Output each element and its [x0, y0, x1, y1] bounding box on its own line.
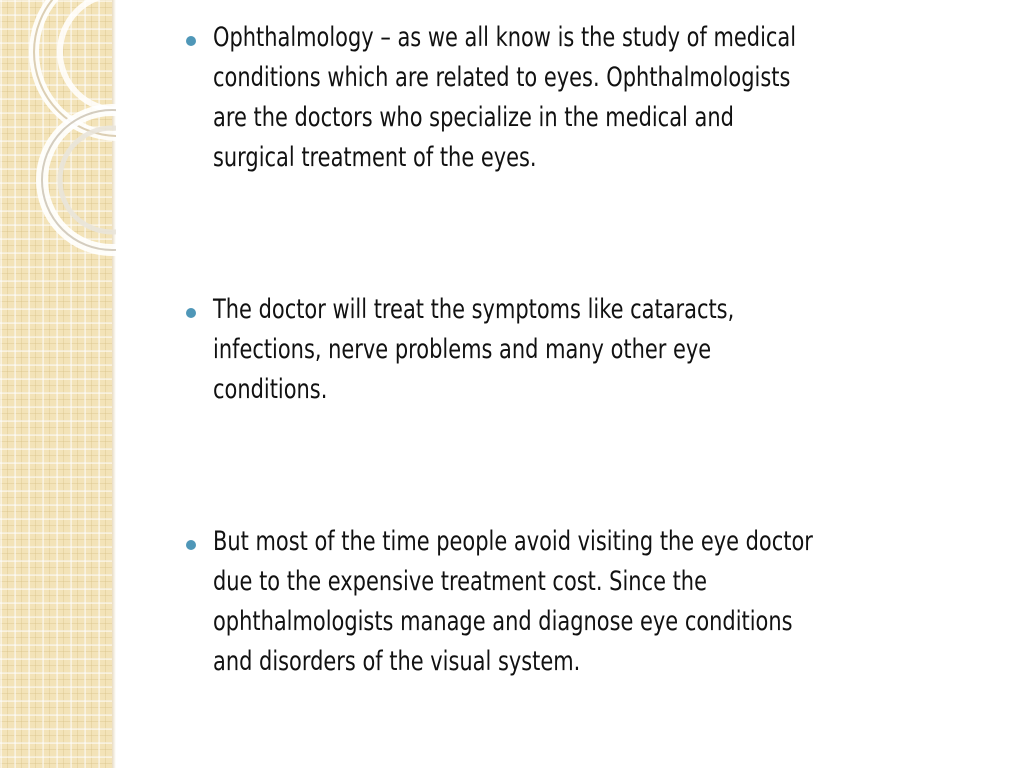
bullet-line: conditions. — [213, 374, 328, 405]
bullet-dot-icon — [186, 308, 196, 318]
bullet-line: Ophthalmology – as we all know is the study of medical — [213, 22, 797, 53]
bullet-line: But most of the time people avoid visiting the eye doctor — [213, 526, 813, 557]
bullet-line: due to the expensive treatment cost. Since the — [213, 566, 707, 597]
bullet-text — [213, 522, 824, 682]
bullet-dot-icon — [186, 540, 196, 550]
bullet-dot-icon — [186, 36, 196, 46]
bullet-item — [186, 18, 986, 178]
bullet-line: are the doctors who specialize in the medical and — [213, 102, 734, 133]
bullet-text — [213, 290, 824, 410]
bullet-line: The doctor will treat the symptoms like cataracts, — [213, 294, 735, 325]
bullet-line: and disorders of the visual system. — [213, 646, 581, 677]
bullet-item — [186, 522, 986, 682]
bullet-line: surgical treatment of the eyes. — [213, 142, 537, 173]
bullet-text — [213, 18, 824, 178]
bullet-line: infections, nerve problems and many other eye — [213, 334, 712, 365]
bullet-line: ophthalmologists manage and diagnose eye conditions — [213, 606, 793, 637]
decorative-rings-icon — [0, 0, 116, 260]
bullet-line: conditions which are related to eyes. Ophthalmologists — [213, 62, 791, 93]
bullet-item — [186, 290, 986, 410]
